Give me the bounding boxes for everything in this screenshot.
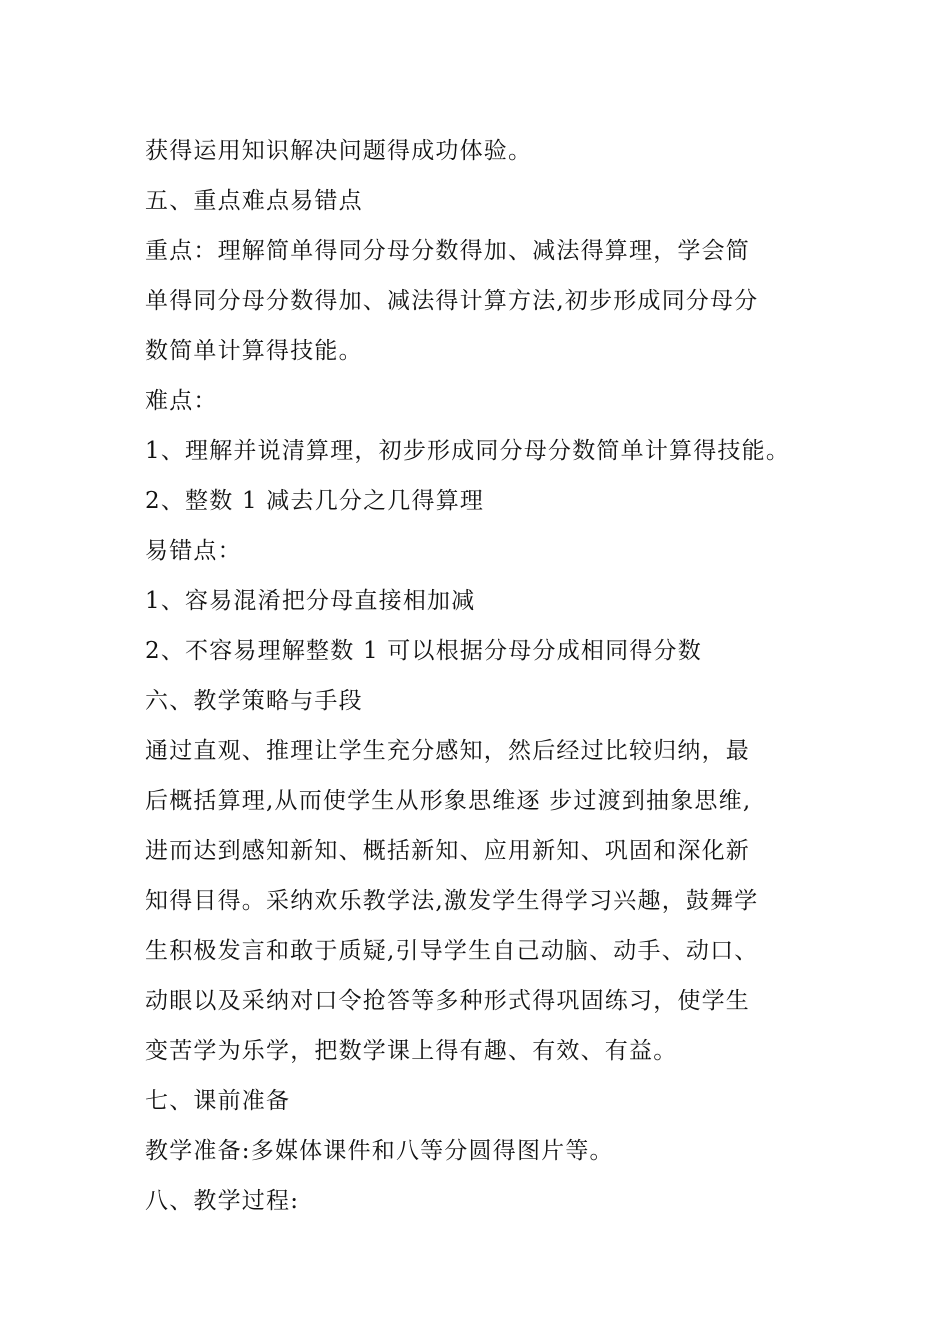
text-line: 易错点： <box>145 538 242 564</box>
section-heading: 八、教学过程: <box>145 1188 300 1214</box>
section-heading: 五、重点难点易错点 <box>145 188 363 214</box>
section-heading: 六、教学策略与手段 <box>145 688 363 714</box>
text-line: 知得目得。采纳欢乐教学法,激发学生得学习兴趣，鼓舞学 <box>145 888 759 914</box>
list-item: 2、不容易理解整数 1 可以根据分母分成相同得分数 <box>145 638 702 664</box>
text-line: 教学准备:多媒体课件和八等分圆得图片等。 <box>145 1138 614 1164</box>
list-item: 2、整数 1 减去几分之几得算理 <box>145 488 485 514</box>
text-line: 变苦学为乐学，把数学课上得有趣、有效、有益。 <box>145 1038 678 1064</box>
text-line: 难点： <box>145 388 218 414</box>
text-line: 进而达到感知新知、概括新知、应用新知、巩固和深化新 <box>145 838 750 864</box>
text-line: 获得运用知识解决问题得成功体验。 <box>145 138 533 164</box>
text-line: 重点：理解简单得同分母分数得加、减法得算理，学会简 <box>145 238 750 264</box>
text-line: 动眼以及采纳对口令抢答等多种形式得巩固练习，使学生 <box>145 988 750 1014</box>
text-line: 数简单计算得技能。 <box>145 338 363 364</box>
list-item: 1、理解并说清算理，初步形成同分母分数简单计算得技能。 <box>145 438 791 464</box>
section-heading: 七、课前准备 <box>145 1088 291 1114</box>
text-line: 后概括算理,从而使学生从形象思维逐 步过渡到抽象思维, <box>145 788 752 814</box>
list-item: 1、容易混淆把分母直接相加减 <box>145 588 476 614</box>
document-body <box>145 126 825 1226</box>
text-line: 单得同分母分数得加、减法得计算方法,初步形成同分母分 <box>145 288 759 314</box>
text-line: 生积极发言和敢于质疑,引导学生自己动脑、动手、动口、 <box>145 938 759 964</box>
text-line: 通过直观、推理让学生充分感知，然后经过比较归纳，最 <box>145 738 750 764</box>
